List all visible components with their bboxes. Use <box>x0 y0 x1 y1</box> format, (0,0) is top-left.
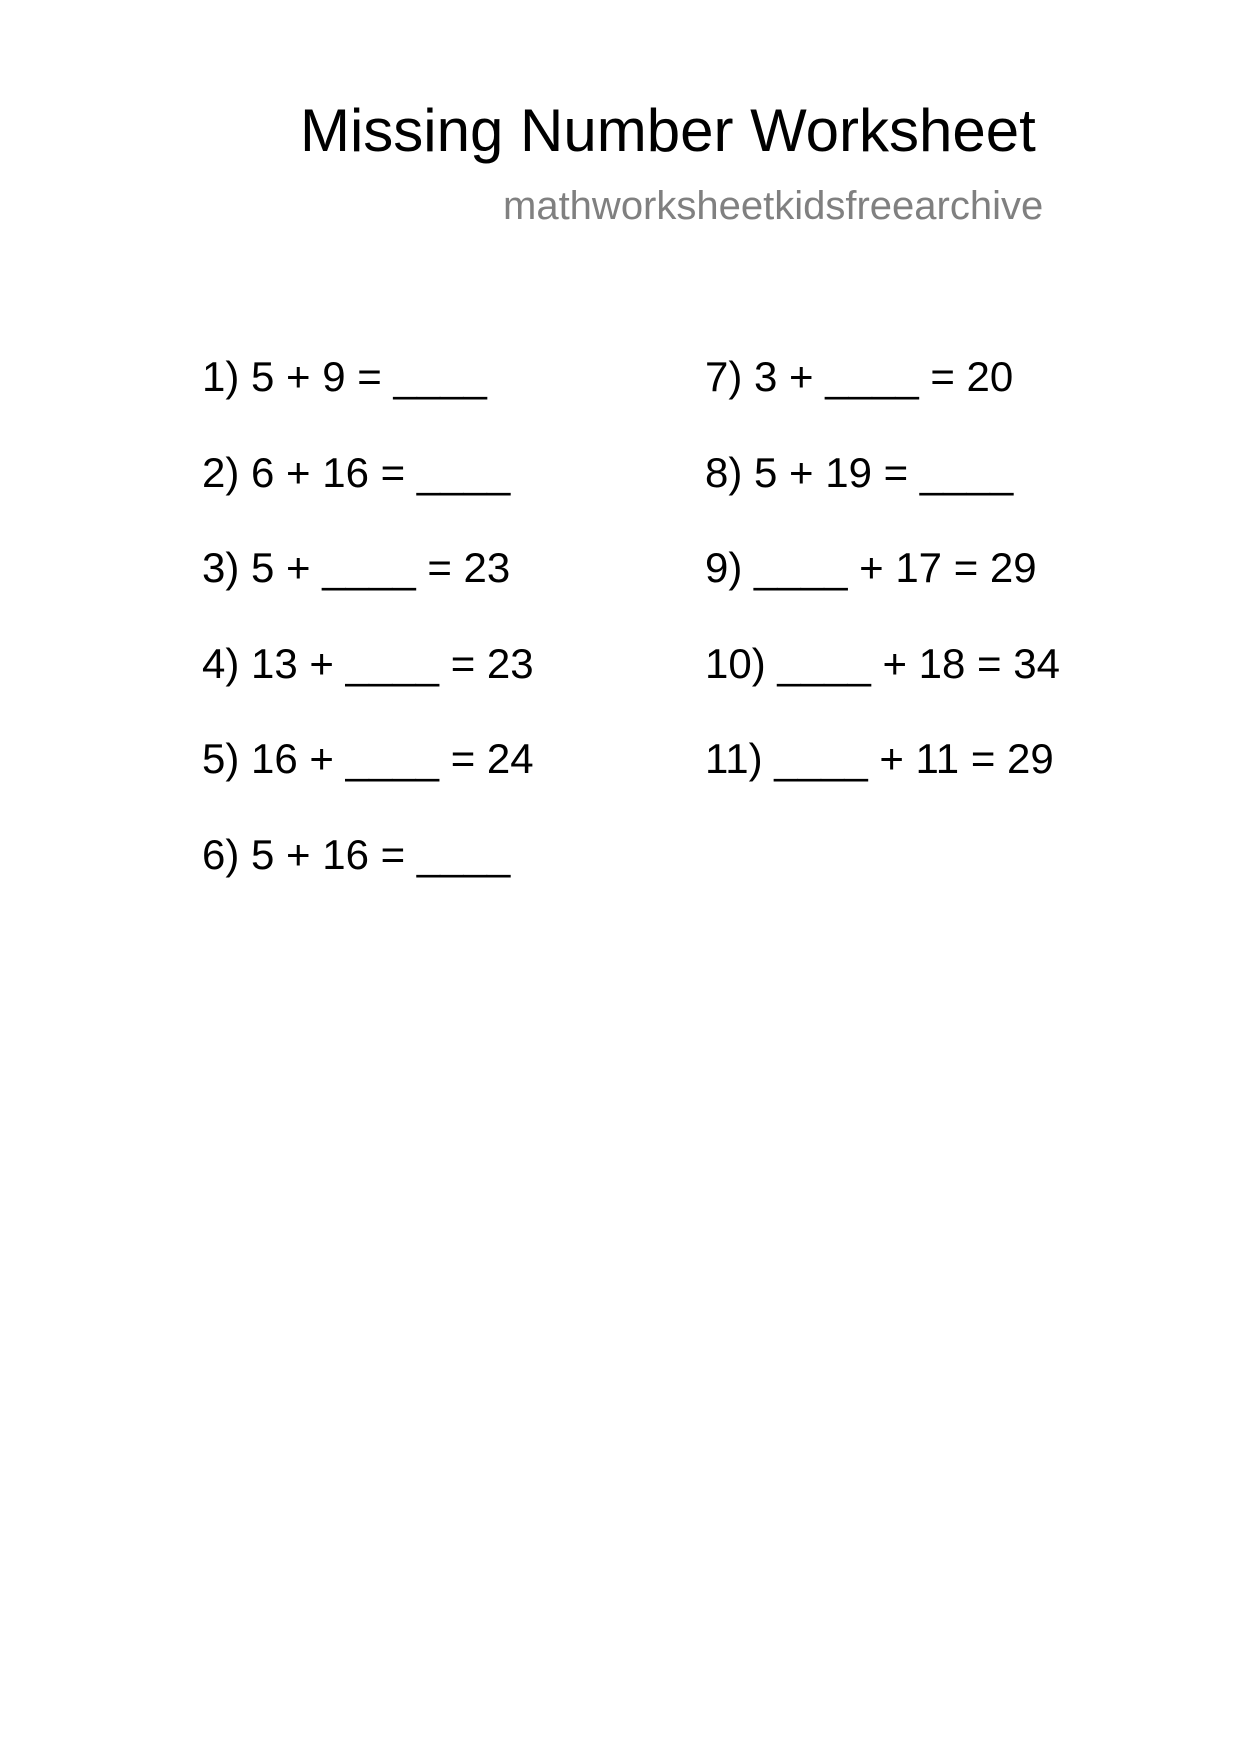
problem-3: 3) 5 + ____ = 23 <box>202 544 511 591</box>
problem-9: 9) ____ + 17 = 29 <box>705 544 1037 591</box>
problem-8: 8) 5 + 19 = ____ <box>705 448 1014 496</box>
problems-right-column <box>705 353 1060 831</box>
problem-2: 2) 6 + 16 = ____ <box>202 448 511 496</box>
worksheet-source: mathworksheetkidsfreearchive <box>503 184 1044 228</box>
problem-7: 7) 3 + ____ = 20 <box>705 353 1014 400</box>
problem-10: 10) ____ + 18 = 34 <box>705 639 1060 687</box>
problems-left-column <box>202 353 534 926</box>
problem-5: 5) 16 + ____ = 24 <box>202 735 534 782</box>
problem-11: 11) ____ + 11 = 29 <box>705 735 1054 782</box>
problem-1: 1) 5 + 9 = ____ <box>202 353 487 400</box>
problem-4: 4) 13 + ____ = 23 <box>202 639 534 687</box>
problem-6: 6) 5 + 16 = ____ <box>202 830 511 878</box>
worksheet-title: Missing Number Worksheet <box>300 97 1036 164</box>
